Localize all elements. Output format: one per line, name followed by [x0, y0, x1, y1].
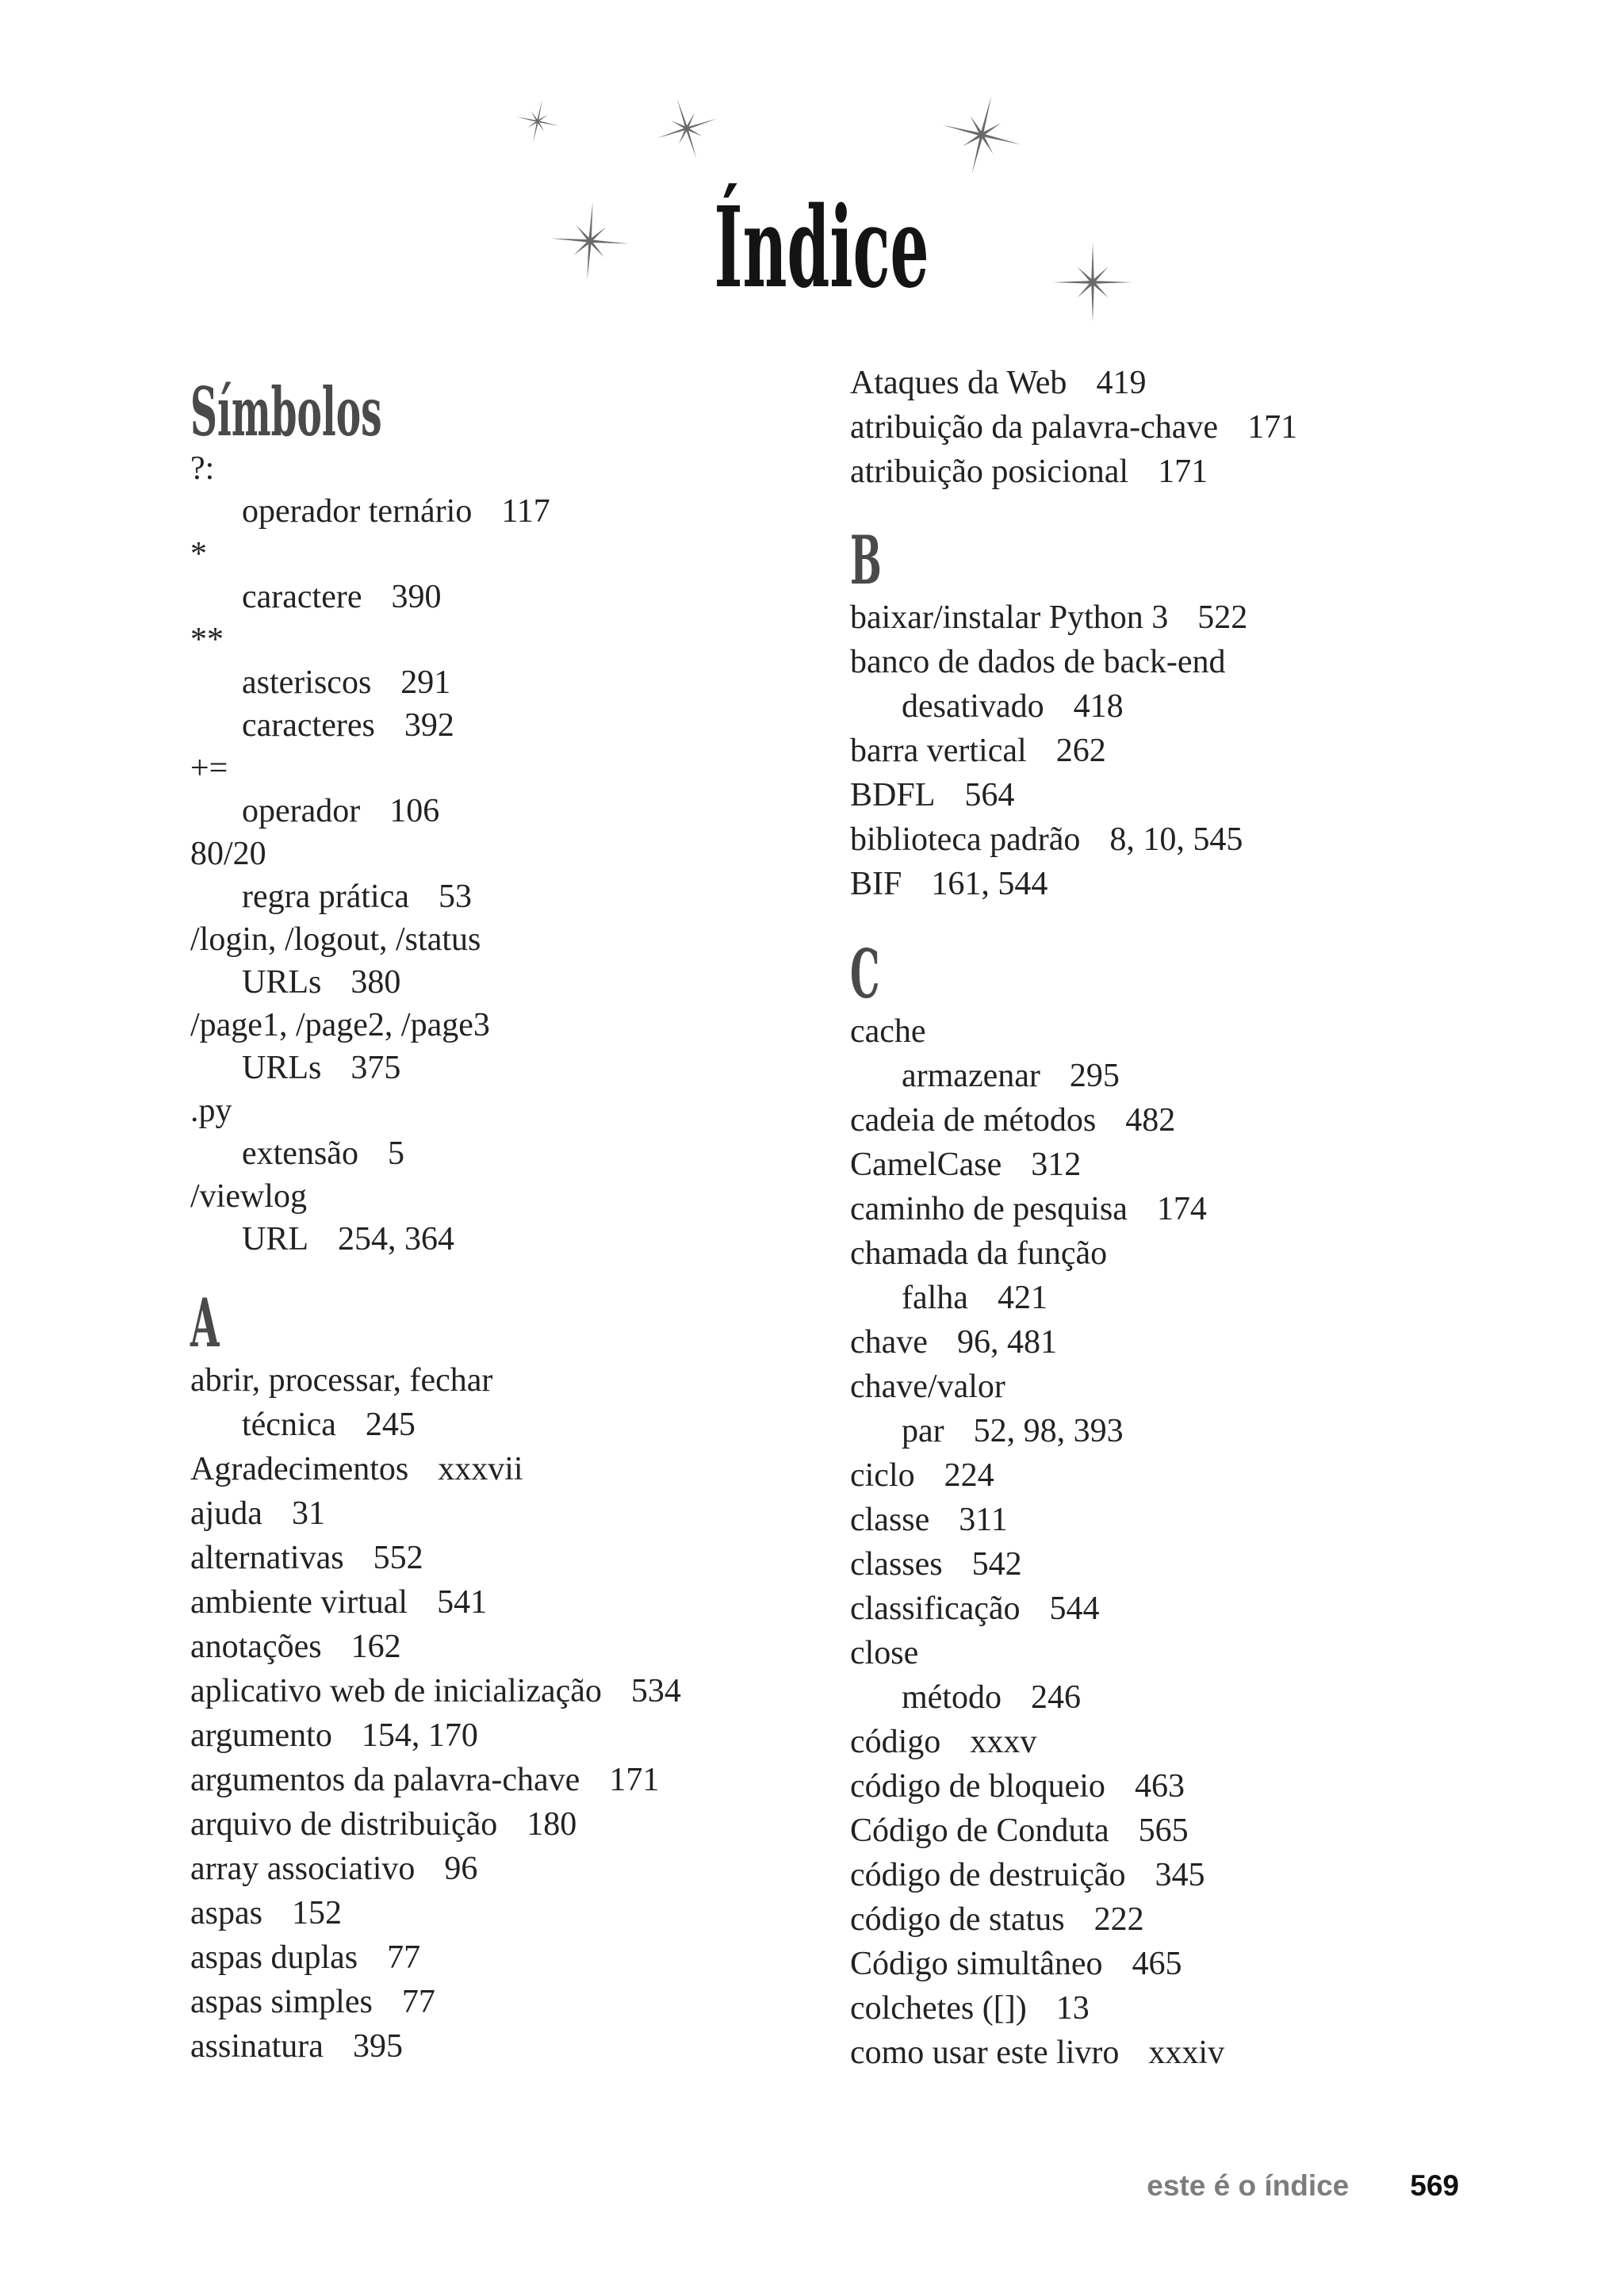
index-subentry	[850, 1054, 1326, 1098]
page-number: 569	[1410, 2169, 1459, 2202]
index-entry	[850, 2031, 1326, 2075]
entry-pages: 77	[387, 1939, 421, 1976]
entry-term: técnica	[242, 1407, 336, 1443]
index-entry	[850, 1942, 1326, 1986]
index-entry	[850, 1587, 1326, 1631]
index-subentry	[190, 661, 730, 704]
entry-pages: 245	[365, 1407, 416, 1443]
index-entry	[850, 1320, 1326, 1365]
entry-pages: 8, 10, 545	[1109, 821, 1243, 858]
entry-pages: 171	[1247, 409, 1298, 446]
entry-term: atribuição da palavra-chave	[850, 409, 1219, 446]
index-entry	[850, 1453, 1326, 1498]
index-entry	[190, 918, 730, 961]
index-entry	[850, 361, 1326, 405]
entry-pages: 96, 481	[956, 1324, 1057, 1361]
index-entry	[850, 729, 1326, 773]
entry-term: aspas simples	[190, 1984, 373, 2020]
entry-pages: 419	[1096, 365, 1147, 401]
entry-term: BIF	[850, 866, 902, 902]
entry-pages: 117	[501, 493, 550, 530]
entry-pages: 522	[1197, 599, 1248, 636]
index-entry	[850, 405, 1326, 450]
index-subentry	[190, 704, 730, 747]
index-subentry	[190, 576, 730, 618]
entry-term: ?:	[190, 450, 215, 487]
entry-term: atribuição posicional	[850, 454, 1129, 490]
entry-term: cache	[850, 1013, 926, 1050]
index-entry	[850, 595, 1326, 640]
entry-pages: 5	[387, 1135, 404, 1172]
index-entry	[850, 1631, 1326, 1675]
index-subentry	[190, 961, 730, 1004]
entry-list	[190, 1358, 730, 2069]
index-entry	[190, 1175, 730, 1218]
entry-term: chamada da função	[850, 1235, 1108, 1272]
entry-pages: 390	[391, 579, 442, 615]
index-entry	[190, 1447, 730, 1491]
entry-term: 80/20	[190, 836, 266, 872]
index-entry	[190, 618, 730, 661]
index-entry	[850, 1542, 1326, 1587]
entry-pages: 564	[964, 777, 1015, 813]
entry-term: operador ternário	[242, 493, 473, 530]
index-entry	[850, 862, 1326, 906]
entry-term: arquivo de distribuição	[190, 1806, 498, 1843]
entry-term: chave	[850, 1324, 928, 1361]
entry-pages: 246	[1030, 1679, 1081, 1716]
entry-term: armazenar	[902, 1058, 1040, 1094]
entry-term: código de status	[850, 1901, 1065, 1938]
entry-term: URLs	[242, 1050, 322, 1086]
entry-pages: xxxiv	[1148, 2035, 1225, 2071]
entry-list	[850, 361, 1326, 494]
index-section-c	[850, 935, 1326, 2075]
index-subentry	[850, 1409, 1326, 1453]
entry-pages: 544	[1049, 1591, 1100, 1627]
index-entry	[190, 1847, 730, 1891]
entry-pages: xxxv	[970, 1724, 1037, 1760]
entry-pages: 418	[1073, 688, 1124, 725]
entry-term: classes	[850, 1546, 943, 1583]
section-heading: C	[850, 935, 880, 1013]
entry-term: CamelCase	[850, 1146, 1002, 1183]
entry-term: Agradecimentos	[190, 1451, 409, 1487]
entry-term: asteriscos	[242, 664, 372, 701]
entry-term: regra prática	[242, 879, 410, 915]
index-entry	[190, 1004, 730, 1047]
entry-term: /page1, /page2, /page3	[190, 1007, 490, 1043]
entry-term: anotações	[190, 1629, 322, 1665]
index-entry	[190, 1089, 730, 1132]
entry-term: aspas duplas	[190, 1939, 358, 1976]
sparkle-star-icon	[1053, 243, 1132, 322]
index-entry	[850, 1143, 1326, 1187]
entry-term: /login, /logout, /status	[190, 921, 481, 958]
entry-pages: 380	[350, 964, 401, 1001]
entry-pages: 53	[439, 879, 473, 915]
entry-pages: 254, 364	[338, 1221, 454, 1258]
index-subentry	[190, 490, 730, 533]
index-section-symbols	[190, 373, 730, 1261]
index-entry	[850, 1720, 1326, 1764]
index-entry	[850, 1897, 1326, 1942]
index-entry	[850, 1764, 1326, 1809]
entry-pages: 552	[373, 1540, 423, 1576]
section-heading: B	[850, 521, 882, 599]
entry-term: BDFL	[850, 777, 936, 813]
entry-pages: 162	[350, 1629, 401, 1665]
entry-term: URL	[242, 1221, 308, 1258]
entry-pages: 52, 98, 393	[973, 1413, 1124, 1449]
section-heading: A	[190, 1284, 220, 1362]
entry-pages: 106	[389, 793, 440, 829]
sparkle-star-icon	[511, 95, 564, 147]
entry-term: par	[902, 1413, 944, 1449]
entry-term: *	[190, 536, 207, 572]
entry-term: URLs	[242, 964, 322, 1001]
index-entry	[190, 1491, 730, 1536]
entry-pages: 174	[1156, 1191, 1207, 1227]
entry-pages: 465	[1132, 1946, 1182, 1982]
entry-term: Ataques da Web	[850, 365, 1067, 401]
entry-term: como usar este livro	[850, 2035, 1120, 2071]
index-entry	[190, 1358, 730, 1403]
entry-term: ciclo	[850, 1457, 915, 1494]
entry-term: colchetes ([])	[850, 1990, 1027, 2027]
index-entry	[850, 1498, 1326, 1542]
entry-pages: 152	[291, 1895, 342, 1931]
section-heading: Símbolos	[190, 373, 382, 451]
index-subentry	[190, 1132, 730, 1175]
entry-term: ajuda	[190, 1495, 262, 1532]
entry-term: ambiente virtual	[190, 1584, 408, 1621]
index-section-a-continued	[850, 361, 1326, 494]
entry-term: código	[850, 1724, 941, 1760]
entry-pages: 541	[437, 1584, 488, 1621]
index-entry	[190, 1891, 730, 1935]
index-entry	[850, 1231, 1326, 1276]
index-entry	[850, 817, 1326, 862]
entry-term: close	[850, 1635, 919, 1671]
entry-term: caminho de pesquisa	[850, 1191, 1128, 1227]
index-entry	[190, 2024, 730, 2069]
entry-pages: 171	[1158, 454, 1208, 490]
entry-pages: 77	[401, 1984, 435, 2020]
page-footer	[1147, 2169, 1459, 2203]
entry-term: Código de Conduta	[850, 1813, 1109, 1849]
index-entry	[850, 450, 1326, 494]
entry-term: operador	[242, 793, 361, 829]
index-entry	[190, 1536, 730, 1580]
index-entry	[850, 1187, 1326, 1231]
index-subentry	[190, 1218, 730, 1261]
index-subentry	[850, 1276, 1326, 1320]
entry-pages: 482	[1125, 1102, 1176, 1139]
entry-pages: 31	[291, 1495, 325, 1532]
entry-pages: xxxvii	[438, 1451, 523, 1487]
index-subentry	[190, 1047, 730, 1089]
entry-term: caractere	[242, 579, 362, 615]
index-entry	[850, 1986, 1326, 2031]
index-entry	[190, 1980, 730, 2024]
entry-pages: 13	[1055, 1990, 1090, 2027]
entry-term: array associativo	[190, 1851, 416, 1887]
entry-term: método	[902, 1679, 1002, 1716]
index-subentry	[850, 1675, 1326, 1720]
index-entry	[190, 533, 730, 576]
entry-term: /viewlog	[190, 1178, 307, 1215]
entry-term: assinatura	[190, 2028, 324, 2065]
entry-term: .py	[190, 1093, 232, 1129]
index-subentry	[190, 790, 730, 833]
entry-term: extensão	[242, 1135, 358, 1172]
entry-term: aspas	[190, 1895, 262, 1931]
index-entry	[190, 1758, 730, 1802]
entry-term: chave/valor	[850, 1369, 1005, 1405]
entry-pages: 312	[1031, 1146, 1082, 1183]
entry-term: +=	[190, 750, 228, 787]
index-entry	[850, 1809, 1326, 1853]
entry-term: código de bloqueio	[850, 1768, 1105, 1805]
entry-pages: 534	[630, 1673, 681, 1709]
entry-term: caracteres	[242, 707, 375, 744]
entry-pages: 222	[1094, 1901, 1144, 1938]
entry-list	[850, 595, 1326, 906]
entry-term: cadeia de métodos	[850, 1102, 1097, 1139]
sparkle-star-icon	[549, 200, 632, 283]
entry-term: banco de dados de back-end desativado	[850, 644, 1226, 725]
index-entry	[850, 773, 1326, 817]
index-entry	[190, 1802, 730, 1847]
index-entry	[190, 1935, 730, 1980]
entry-pages: 161, 544	[931, 866, 1048, 902]
entry-pages: 180	[527, 1806, 577, 1843]
index-entry	[850, 640, 1326, 729]
index-entry	[190, 747, 730, 790]
entry-pages: 392	[404, 707, 454, 744]
entry-pages: 463	[1134, 1768, 1185, 1805]
index-entry	[850, 1098, 1326, 1143]
entry-pages: 421	[997, 1280, 1048, 1316]
entry-pages: 171	[609, 1762, 660, 1798]
entry-pages: 345	[1155, 1857, 1205, 1893]
running-head: este é o índice	[1147, 2169, 1350, 2202]
index-entry	[190, 833, 730, 875]
entry-term: código de destruição	[850, 1857, 1126, 1893]
index-section-a	[190, 1284, 730, 2069]
sparkle-star-icon	[647, 89, 727, 169]
entry-pages: 375	[350, 1050, 401, 1086]
entry-pages: 262	[1055, 733, 1106, 769]
entry-term: classe	[850, 1502, 930, 1538]
entry-pages: 565	[1138, 1813, 1189, 1849]
entry-term: abrir, processar, fechar	[190, 1362, 493, 1399]
entry-pages: 154, 170	[361, 1717, 478, 1754]
entry-pages: 395	[352, 2028, 403, 2065]
index-entry	[190, 447, 730, 490]
sparkle-star-icon	[933, 86, 1031, 184]
entry-pages: 542	[971, 1546, 1022, 1583]
entry-term: argumentos da palavra-chave	[190, 1762, 580, 1798]
index-entry	[850, 1365, 1326, 1409]
index-entry	[850, 1009, 1326, 1054]
entry-pages: 295	[1069, 1058, 1120, 1094]
entry-term: baixar/instalar Python 3	[850, 599, 1169, 636]
page-title: Índice	[714, 183, 929, 313]
entry-term: alternativas	[190, 1540, 344, 1576]
entry-list	[190, 447, 730, 1261]
entry-term: aplicativo web de inicialização	[190, 1673, 602, 1709]
entry-pages: 96	[444, 1851, 478, 1887]
index-entry	[190, 1625, 730, 1669]
index-subentry	[190, 875, 730, 918]
entry-term: argumento	[190, 1717, 332, 1754]
entry-pages: 224	[944, 1457, 994, 1494]
entry-term: classificação	[850, 1591, 1021, 1627]
entry-term: biblioteca padrão	[850, 821, 1081, 858]
index-entry	[190, 1713, 730, 1758]
entry-term: barra vertical	[850, 733, 1027, 769]
index-entry	[850, 1853, 1326, 1897]
index-entry	[190, 1580, 730, 1625]
entry-pages: 291	[400, 664, 451, 701]
entry-term: **	[190, 622, 224, 658]
index-subentry	[190, 1403, 730, 1447]
index-entry	[190, 1669, 730, 1713]
entry-list	[850, 1009, 1326, 2075]
entry-pages: 311	[959, 1502, 1008, 1538]
entry-term: falha	[902, 1280, 968, 1316]
index-section-b	[850, 521, 1326, 906]
entry-term: Código simultâneo	[850, 1946, 1103, 1982]
